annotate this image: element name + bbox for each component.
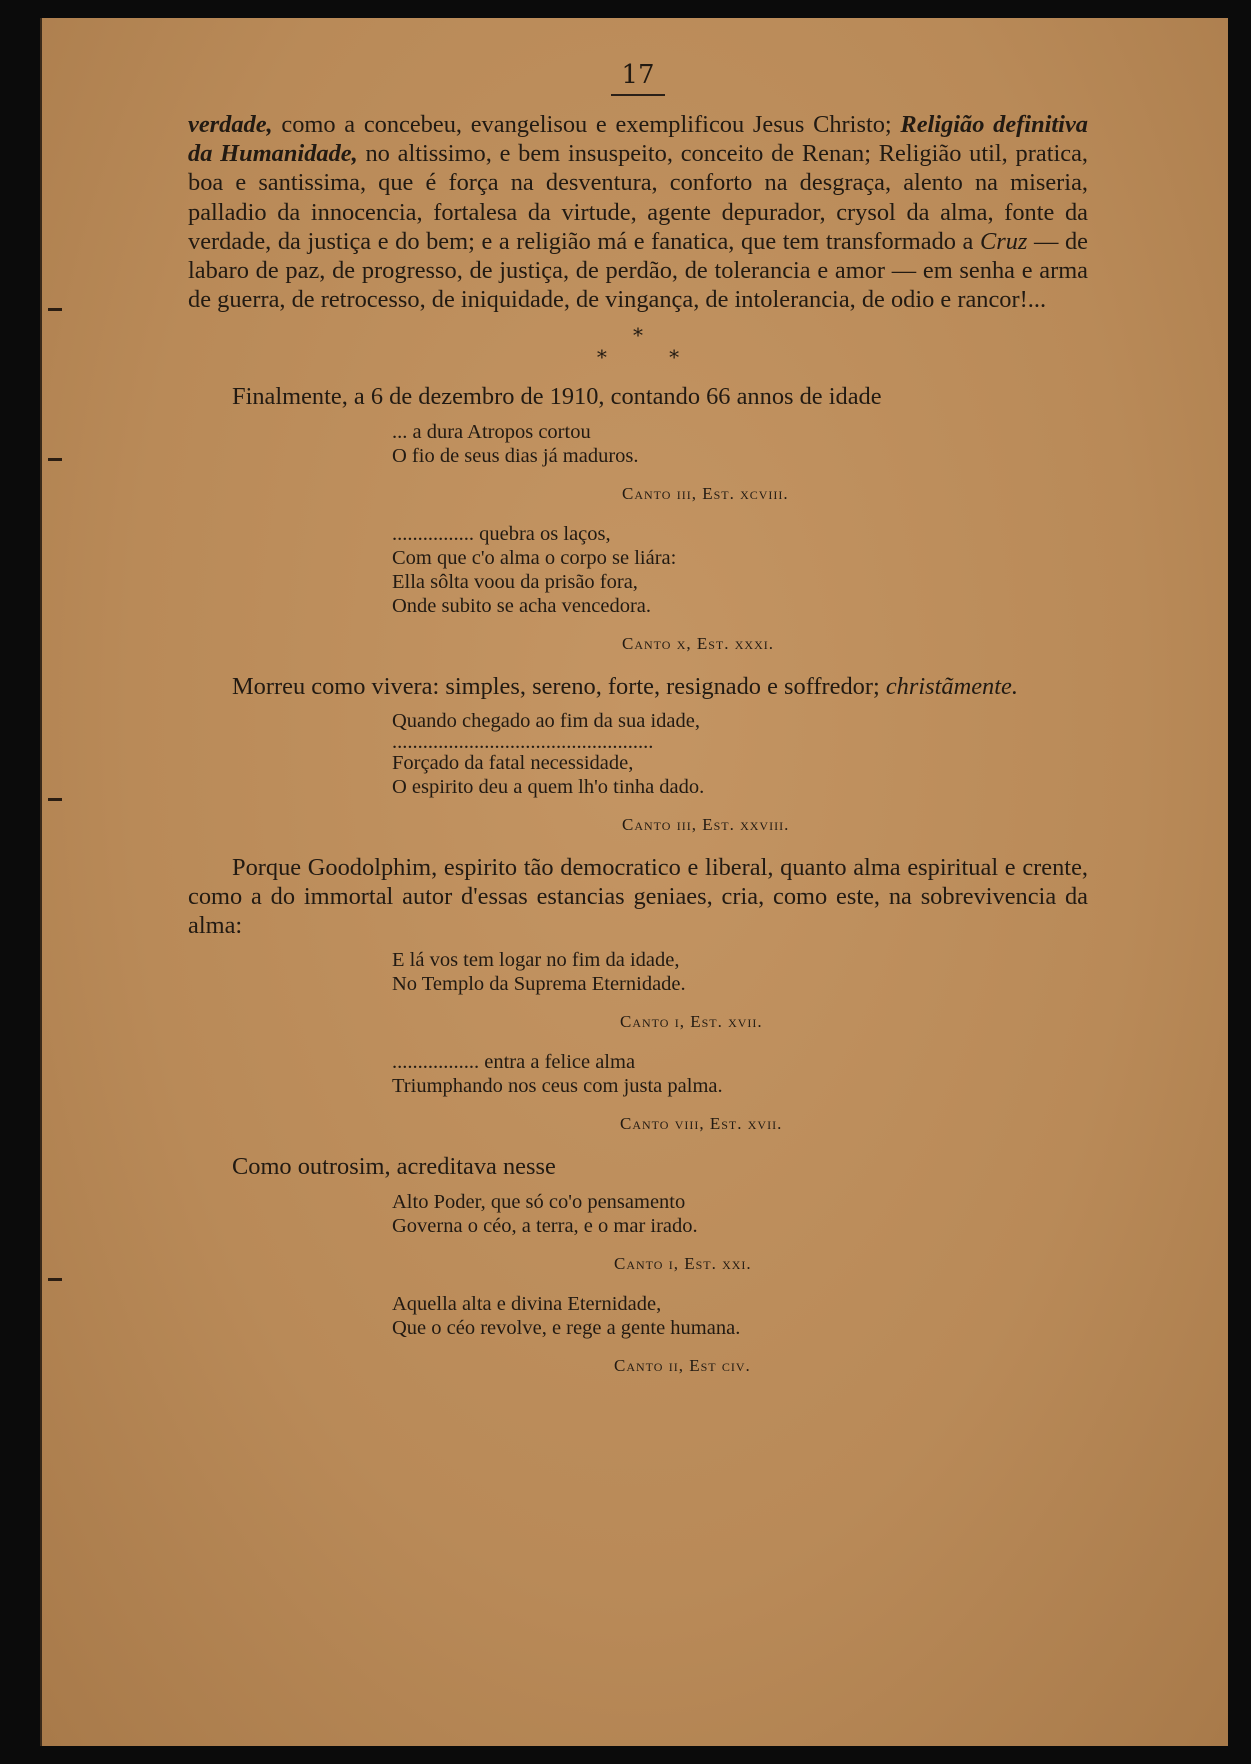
quote-3-line-3: Forçado da fatal necessidade,	[392, 751, 634, 774]
quote-1	[392, 420, 1088, 506]
quote-6-citation: Canto i, Est. xxi.	[614, 1253, 752, 1273]
asterism-top: *	[633, 323, 643, 348]
quote-2-line-4: Onde subito se acha vencedora.	[392, 594, 651, 617]
quote-2-line-1: ................ quebra os laços,	[392, 522, 611, 545]
quote-6-line-1: Alto Poder, que só co'o pensamento	[392, 1190, 686, 1213]
quote-6-line-2: Governa o céo, a terra, e o mar irado.	[392, 1214, 698, 1237]
quote-1-line-1: ... a dura Atropos cortou	[392, 420, 591, 443]
para1-text-1: como a concebeu, evangelisou e exemplificou Jesus Christo;	[272, 111, 892, 138]
quote-3-line-1: Quando chegado ao fim da sua idade,	[392, 709, 700, 732]
quote-5	[392, 1050, 1088, 1136]
paragraph-1	[188, 110, 1088, 314]
quote-3	[392, 709, 1088, 837]
para1-text-2: no altissimo, e bem insuspeito, conceito de Renan; Religião util, pratica, boa e santissima, que é força na desventura, conforto na desgraça, alento na miseria, palladio da innocencia, fortalesa da virtude, agente depurador, crysol da alma, fonte da verdade, da justiça e do bem; e a religião má e fanatica, que tem transformado a	[188, 140, 1088, 255]
binding-marks	[42, 18, 72, 1746]
paragraph-3	[188, 672, 1088, 701]
quote-2-line-3: Ella sôlta voou da prisão fora,	[392, 570, 638, 593]
quote-1-line-2: O fio de seus dias já maduros.	[392, 444, 639, 467]
quote-7-line-1: Aquella alta e divina Eternidade,	[392, 1292, 662, 1315]
quote-3-ellipsis: ...................................................	[392, 730, 654, 753]
quote-2	[392, 522, 1088, 656]
page-number: 17	[621, 60, 655, 90]
quote-2-citation: Canto x, Est. xxxi.	[622, 633, 774, 653]
quote-7-line-2: Que o céo revolve, e rege a gente humana.	[392, 1316, 741, 1339]
paragraph-4: Porque Goodolphim, espirito tão democratico e liberal, quanto alma espiritual e crente, como a do immortal autor d'essas estancias geniaes, cria, como este, na sobrevivencia da alma:	[188, 853, 1088, 940]
quote-3-citation: Canto iii, Est. xxviii.	[622, 814, 790, 834]
para1-italic-cruz: Cruz	[979, 227, 1028, 255]
quote-3-line-4: O espirito deu a quem lh'o tinha dado.	[392, 775, 705, 798]
asterism-bottom: * *	[596, 345, 708, 370]
para3-text: Morreu como vivera: simples, sereno, forte, resignado e soffredor;	[232, 672, 886, 700]
book-page	[40, 18, 1228, 1746]
quote-1-citation: Canto iii, Est. xcviii.	[622, 483, 789, 503]
quote-5-line-1: ................. entra a felice alma	[392, 1051, 636, 1074]
paragraph-5: Como outrosim, acreditava nesse	[232, 1153, 556, 1181]
quote-6	[392, 1190, 1088, 1276]
quote-5-citation: Canto viii, Est. xvii.	[620, 1114, 783, 1134]
quote-7	[392, 1292, 1088, 1378]
para1-italic-start: verdade,	[188, 111, 273, 138]
page-number-rule	[611, 94, 665, 96]
para3-italic: christãmente.	[885, 672, 1018, 700]
para1-text-3: — de labaro de paz, de progresso, de justiça, de perdão, de tolerancia e amor — em senha e arma de guerra, de retrocesso, de iniquidade, de vingança, de intolerancia, de odio e rancor!...	[188, 227, 1088, 314]
quote-4-line-1: E lá vos tem logar no fim da idade,	[392, 949, 680, 972]
paragraph-2: Finalmente, a 6 de dezembro de 1910, contando 66 annos de idade	[232, 383, 882, 411]
quote-2-line-2: Com que c'o alma o corpo se liára:	[392, 546, 677, 569]
page-content	[188, 60, 1088, 1394]
quote-5-line-2: Triumphando nos ceus com justa palma.	[392, 1075, 723, 1098]
para1-italic-religion: Religião definitiva da Humanidade,	[188, 111, 1088, 168]
quote-4-citation: Canto i, Est. xvii.	[620, 1012, 763, 1032]
quote-7-citation: Canto ii, Est civ.	[614, 1355, 751, 1375]
asterism	[188, 324, 1088, 368]
quote-4	[392, 948, 1088, 1034]
quote-4-line-2: No Templo da Suprema Eternidade.	[392, 973, 686, 996]
